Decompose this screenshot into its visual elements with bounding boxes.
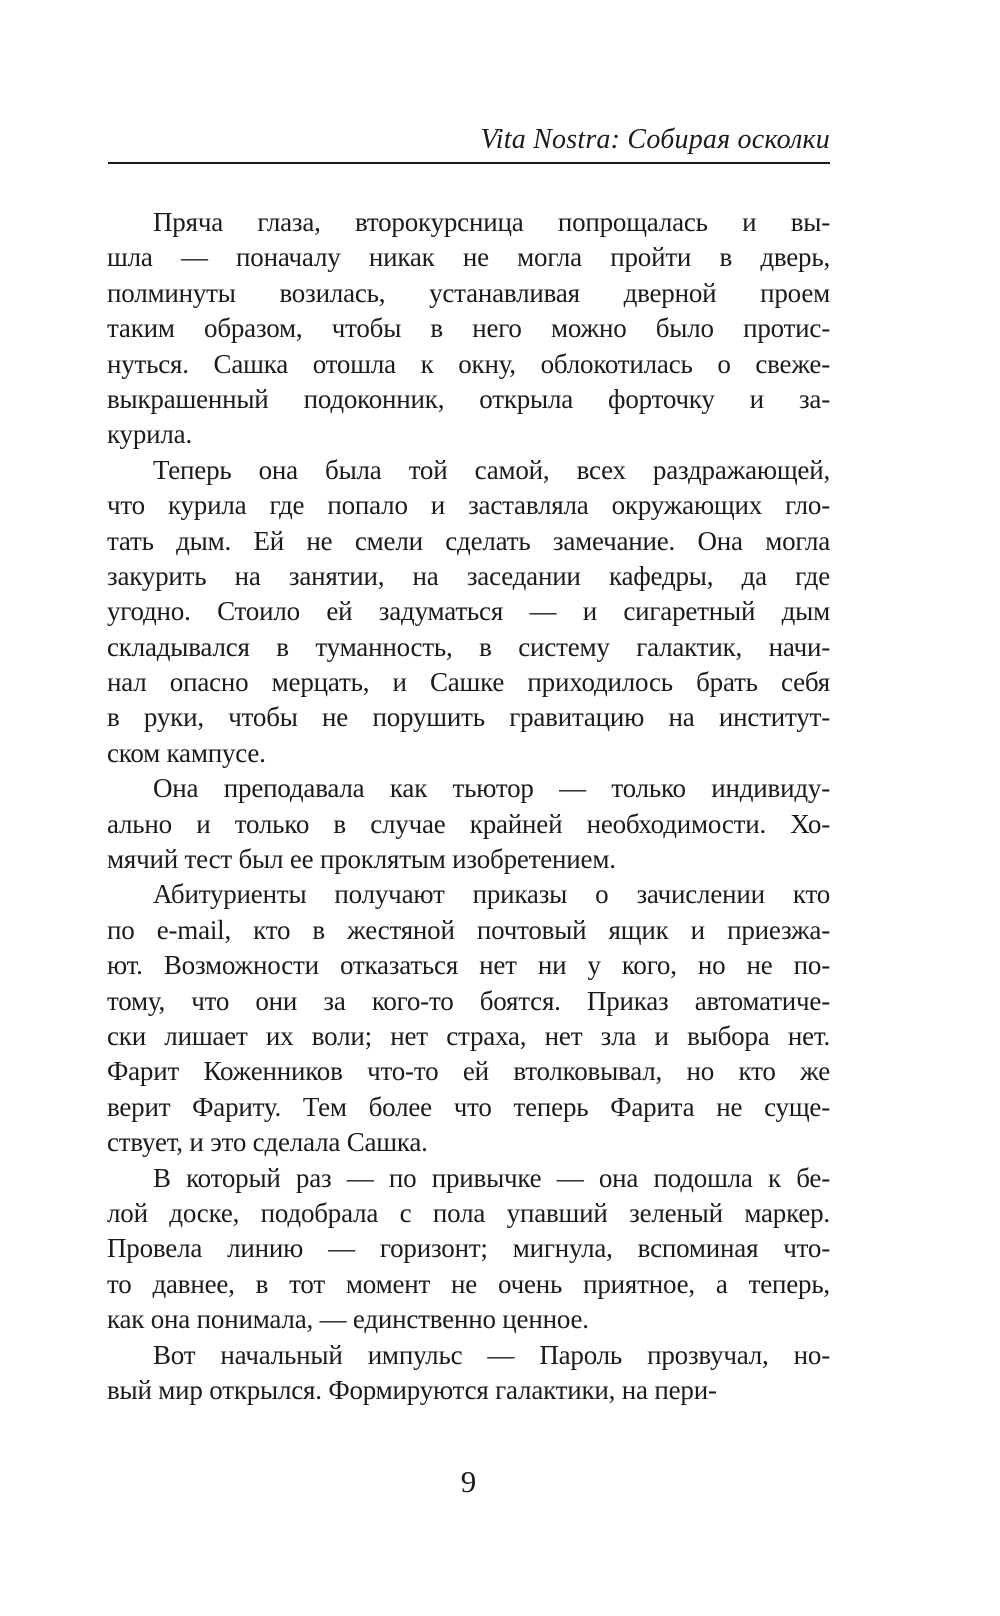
text-line: ально и только в случае крайней необходимости. Хо- — [107, 808, 830, 839]
text-line: нуться. Сашка отошла к окну, облокотилась о свеже- — [107, 348, 830, 379]
paragraph — [107, 453, 830, 772]
text-line: в руки, чтобы не порушить гравитацию на институт- — [107, 702, 830, 733]
page-number: 9 — [460, 1464, 477, 1499]
paragraph — [107, 877, 830, 1160]
text-line: курила. — [107, 419, 192, 450]
text-line: лой доске, подобрала с пола упавший зеленый маркер. — [107, 1197, 830, 1228]
text-line: выкрашенный подоконник, открыла форточку и за- — [107, 383, 830, 414]
text-line: тать дым. Ей не смели сделать замечание. Она могла — [107, 525, 830, 556]
paragraph — [107, 771, 830, 877]
text-line: закурить на занятии, на заседании кафедры, да где — [107, 560, 830, 591]
text-line: складывался в туманность, в систему галактик, начи- — [107, 631, 830, 662]
text-line: по e-mail, кто в жестяной почтовый ящик и приезжа- — [107, 914, 830, 945]
text-line: мячий тест был ее проклятым изобретением. — [107, 844, 616, 875]
running-header-title: Vita Nostra: Собирая осколки — [108, 124, 830, 164]
text-line: ски лишает их воли; нет страха, нет зла и выбора нет. — [107, 1020, 830, 1051]
text-line: полминуты возилась, устанавливая дверной проем — [107, 277, 830, 308]
text-line: тому, что они за кого-то боятся. Приказ автоматиче- — [107, 985, 830, 1016]
text-line: Она преподавала как тьютор — только индивиду- — [153, 773, 830, 804]
paragraph — [107, 205, 830, 453]
text-line: как она понимала, — единственно ценное. — [107, 1304, 589, 1335]
text-line: ствует, и это сделала Сашка. — [107, 1127, 428, 1158]
paragraph — [107, 1161, 830, 1338]
text-line: вый мир открылся. Формируются галактики, на пери- — [107, 1374, 717, 1405]
text-line: ют. Возможности отказаться нет ни у кого, но не по- — [107, 950, 830, 981]
paragraph — [107, 1338, 830, 1409]
text-line: что курила где попало и заставляла окружающих гло- — [107, 490, 830, 521]
text-line: Вот начальный импульс — Пароль прозвучал, но- — [153, 1339, 830, 1370]
text-line: Фарит Коженников что-то ей втолковывал, но кто же — [107, 1056, 830, 1087]
text-line: Провела линию — горизонт; мигнула, вспоминая что- — [107, 1233, 830, 1264]
text-line: нал опасно мерцать, и Сашке приходилось брать себя — [107, 667, 830, 698]
text-line: Абитуриенты получают приказы о зачислении кто — [153, 879, 830, 910]
text-line: угодно. Стоило ей задуматься — и сигаретный дым — [107, 596, 830, 627]
text-line: В который раз — по привычке — она подошла к бе- — [153, 1162, 830, 1193]
text-line: то давнее, в тот момент не очень приятное, а теперь, — [107, 1268, 830, 1299]
page-body-text — [107, 205, 830, 1408]
text-line: Пряча глаза, второкурсница попрощалась и вы- — [153, 207, 830, 237]
text-line: таким образом, чтобы в него можно было протис- — [107, 313, 830, 344]
text-line: Теперь она была той самой, всех раздражающей, — [153, 454, 830, 485]
text-line: верит Фариту. Тем более что теперь Фарита не суще- — [107, 1091, 830, 1122]
text-line: ском кампусе. — [107, 737, 266, 768]
text-line: шла — поначалу никак не могла пройти в дверь, — [107, 242, 830, 273]
